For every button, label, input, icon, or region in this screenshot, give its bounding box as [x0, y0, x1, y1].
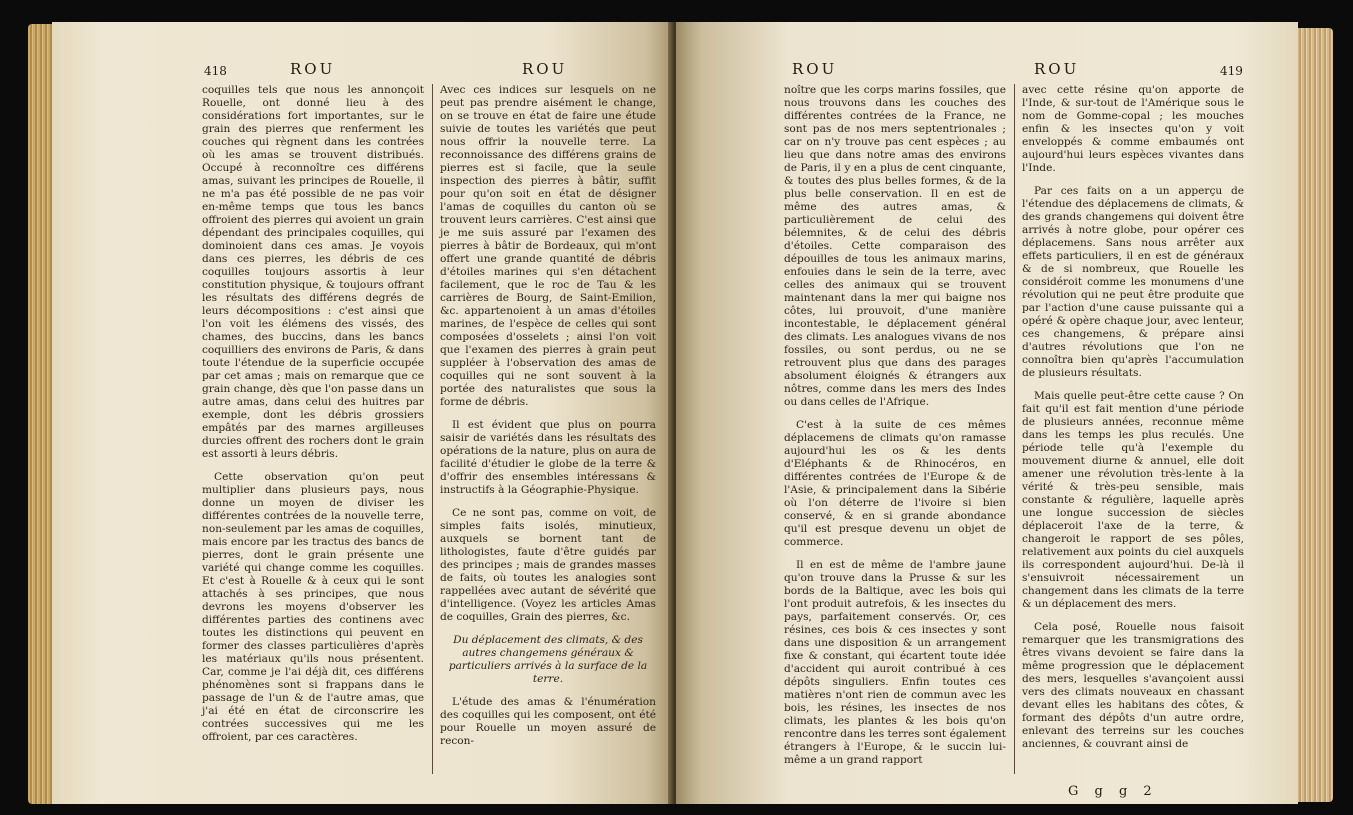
running-head-right: ROU — [522, 60, 568, 78]
text-column-1 — [784, 84, 1006, 794]
right-page — [676, 22, 1298, 804]
paragraph: noître que les corps marins fossiles, que nous trouvons dans les couches des différentes contrées de la France, ne sont pas de nos mers septentrionales ; car on n'y trouve pas cent espèces ; au lieu que dans notre amas des environs de Paris, il y en a plus de cent cinquante, & toutes des plus belles formes, & de la plus belle conservation. Il en est de même des autres amas, & particulièrement de celui des bélemnites, & de celui des débris d'étoiles. Cette comparaison des dépouilles de tous les animaux marins, enfouies dans le sein de la terre, avec celles des animaux qui se trouvent maintenant dans la mer qui baigne nos côtes, lui prouvoit, d'une manière incontestable, le déplacement général des climats. Les analogues vivans de nos fossiles, ou sont perdus, ou ne se retrouvent plus que dans des parages absolument éloignés & étrangers aux nôtres, comme dans les mers des Indes ou dans celles de l'Afrique. — [784, 84, 1006, 408]
paragraph: C'est à la suite de ces mêmes déplacemens de climats qu'on ramasse aujourd'hui les os & les dents d'Eléphants & de Rhinocéros, en différentes contrées de l'Europe & de l'Asie, & principalement dans la Sibérie où l'on déterre de l'ivoire si bien conservé, & en si grande abondance qu'il est presque devenu un objet de commerce. — [784, 419, 1006, 548]
paragraph: Cela posé, Rouelle nous faisoit remarquer que les transmigrations des êtres vivans devoient se faire dans la même progression que le déplacement des mers, lesquelles s'avançoient aussi vers des climats nouveaux en chassant devant elles les habitans des côtes, & formant des dépôts d'un autre ordre, enlevant des terreins sur les couches anciennes, & couvrant ainsi de — [1022, 621, 1244, 750]
paragraph: Il est évident que plus on pourra saisir de variétés dans les résultats des opérations de la nature, plus on aura de facilité d'étudier le globe de la terre & d'offrir des ensembles intéressans & instructifs à la Géographie-Physique. — [440, 419, 656, 496]
running-head-left: ROU — [290, 60, 336, 78]
page-number: 419 — [1220, 64, 1243, 78]
paragraph: Il en est de même de l'ambre jaune qu'on trouve dans la Prusse & sur les bords de la Baltique, avec les bois qui l'ont produit autrefois, & les insectes du pays, parfaitement conservés. Or, ces résines, ces bois & ces insectes y sont dans une disposition & un arrangement fixe & constant, qui écartent toute idée d'accident qui auroit contribué à ces dépôts singuliers. Enfin toutes ces matières n'ont rien de commun avec les bois, les résines, les insectes de nos climats, les plantes & les bois qu'on rencontre dans les terres sont également étrangers à l'Europe, & le succin lui-même a un grand rapport — [784, 559, 1006, 766]
paragraph: avec cette résine qu'on apporte de l'Inde, & sur-tout de l'Amérique sous le nom de Gomme-copal ; les mouches enfin & les insectes qu'on y voit enveloppés & comme embaumés ont aujourd'hui leurs espèces vivantes dans l'Inde. — [1022, 84, 1244, 174]
running-head-right: ROU — [1034, 60, 1080, 78]
section-heading: Du déplacement des climats, & des autres changemens généraux & particuliers arrivés à la surface de la terre. — [448, 634, 648, 685]
page-number: 418 — [204, 64, 227, 78]
signature-mark: G g g 2 — [1068, 784, 1158, 799]
text-column-2 — [440, 84, 656, 794]
paragraph: Cette observation qu'on peut multiplier dans plusieurs pays, nous donne un moyen de diviser les différentes contrées de la nouvelle terre, non-seulement par les amas de coquilles, mais encore par les tractus des bancs de pierres, dont le grain présente une variété qui change comme les coquilles. Et c'est à Rouelle & à ceux qui le sont attachés à ses principes, que nous devrons les moyens d'observer les différentes parties des continens avec toutes les distinctions qui peuvent en former des classes particulières d'après les matériaux qu'ils nous présentent. Car, comme je l'ai déjà dit, ces différens phénomènes sont si frappans dans le passage de l'un & de l'autre amas, que j'ai été en état de circonscrire les contrées successives qui me les offroient, par ces caractères. — [202, 471, 424, 743]
left-page — [52, 22, 672, 804]
paragraph: Par ces faits on a un apperçu de l'étendue des déplacemens de climats, & des grands changemens qui doivent être arrivés à notre globe, pour opérer ces déplacemens. Sans nous arrêter aux effets particuliers, il en est de généraux & de si nombreux, que Rouelle les considéroit comme les monumens d'une révolution qui ne peut être produite que par l'action d'une cause puissante qui a opéré & opère chaque jour, avec lenteur, ces changemens, & prépare ainsi d'autres révolutions que l'on ne connoîtra bien qu'après l'accumulation de plusieurs résultats. — [1022, 185, 1244, 379]
book-edge-left — [28, 24, 54, 804]
paragraph: Avec ces indices sur lesquels on ne peut pas prendre aisément le change, on se trouve en état de faire une étude suivie de toutes les variétés que peut nous offrir la nouvelle terre. La reconnoissance des différens grains de pierres est si facile, que la seule inspection des pierres à bâtir, suffit pour qu'on soit en état de désigner l'amas de coquilles du canton où se trouvent leurs carrières. C'est ainsi que je me suis assuré par l'examen des pierres à bâtir de Bordeaux, qui m'ont offert une grande quantité de débris d'étoiles marines qui s'en détachent facilement, que le roc de Tau & les carrières de Bourg, de Saint-Emilion, &c. appartenoient à un amas d'étoiles marines, de l'espèce de celles qui sont composées d'osselets ; ainsi l'on voit que l'examen des pierres à grain peut suppléer à l'observation des amas de coquilles qui ne sont souvent à la portée des naturalistes que sous la forme de débris. — [440, 84, 656, 408]
paragraph: Ce ne sont pas, comme on voit, de simples faits isolés, minutieux, auxquels se bornent tant de lithologistes, faute d'être guidés par des principes ; mais de grandes masses de faits, où toutes les analogies sont rappellées avec autant de sévérité que d'intelligence. (Voyez les articles Amas de coquilles, Grain des pierres, &c. — [440, 507, 656, 623]
book-edge-right — [1297, 28, 1333, 802]
column-rule — [432, 84, 433, 774]
column-rule — [1014, 84, 1015, 774]
paragraph: coquilles tels que nous les annonçoit Rouelle, ont donné lieu à des considérations fort importantes, sur le grain des pierres que renferment les couches qui règnent dans les contrées où les amas se trouvent distribués. Occupé à reconnoître ces différens amas, suivant les principes de Rouelle, il ne m'a pas été possible de ne pas voir en-même temps que tous les bancs offroient des pierres qui avoient un grain dépendant des principales coquilles, qui dominoient dans ces amas. Je voyois dans ces pierres, les débris de ces coquilles toujours assortis à leur constitution physique, & toujours offrant les résultats des différens degrés de leurs décompositions : c'est ainsi que l'on voit les élémens des vissés, des chames, des buccins, dans les bancs coquilliers des environs de Paris, & dans toute l'étendue de la superficie occupée par cet amas ; mais on remarque que ce grain change, dès que l'on passe dans un autre amas, dans celui des huitres par exemple, dont les débris grossiers empâtés par des marnes argilleuses durcies offrent des rochers dont le grain est assorti à leurs débris. — [202, 84, 424, 460]
running-head-left: ROU — [792, 60, 838, 78]
paragraph: L'étude des amas & l'énumération des coquilles qui les composent, ont été pour Rouelle un moyen assuré de recon- — [440, 696, 656, 747]
paragraph: Mais quelle peut-être cette cause ? On fait qu'il est fait mention d'une période de plusieurs années, reconnue même dans les temps les plus reculés. Une période telle qu'à l'exemple du mouvement diurne & annuel, elle doit amener une révolution très-lente à la vérité & très-peu sensible, mais constante & régulière, laquelle après une longue succession de siècles déplaceroit l'axe de la terre, & changeroit le rapport de ses pôles, relativement aux points du ciel auxquels ils correspondent aujourd'hui. De-là il s'ensuivroit nécessairement un changement dans les climats de la terre & un déplacement des mers. — [1022, 390, 1244, 610]
text-column-1 — [202, 84, 424, 794]
text-column-2 — [1022, 84, 1244, 784]
